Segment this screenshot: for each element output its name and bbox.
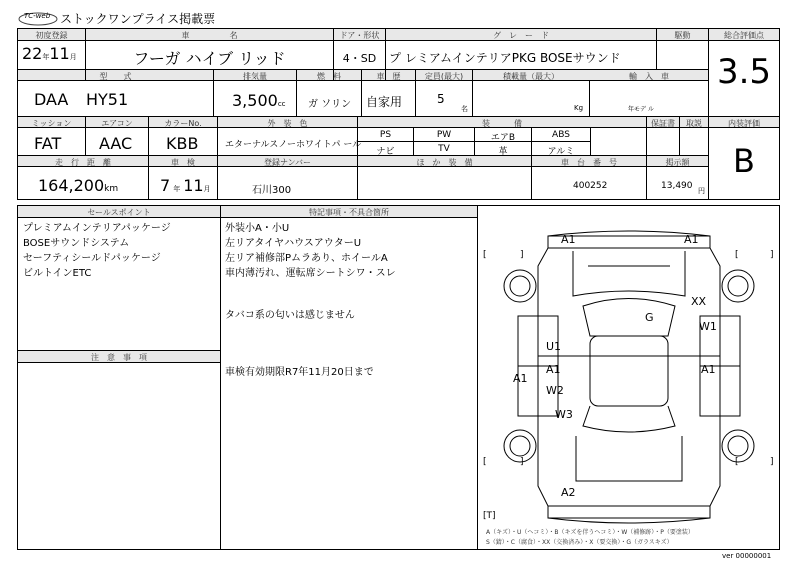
mileage	[38, 176, 118, 195]
label-notes: 注 意 事 項	[91, 353, 147, 362]
list-item: 左リアタイヤハウスアウターU	[225, 238, 362, 249]
displacement	[232, 91, 286, 110]
inspection-year-unit: 年	[173, 185, 181, 193]
history: 自家用	[366, 95, 403, 109]
equipment-abs: ABS	[552, 130, 570, 140]
special-note-inspection: 車検有効期限R7年11月20日まで	[225, 367, 374, 378]
price: 13,490	[661, 181, 693, 191]
list-item: 車内薄汚れ、運転席シートシワ・スレ	[225, 268, 396, 279]
list-item: 外装小A・小U	[225, 223, 290, 234]
label-model-name: 車 名	[181, 31, 238, 40]
first-registration	[22, 44, 77, 63]
overall-rating: 3.5	[716, 52, 772, 92]
label-history: 車 歴	[376, 72, 401, 81]
label-sales-points: セールスポイント	[87, 208, 151, 217]
capacity-unit: 名	[461, 105, 468, 113]
label-mission: ミッション	[31, 119, 72, 128]
inspection	[160, 176, 211, 195]
first-reg-month-unit: 月	[69, 53, 77, 61]
mark-front-right-bumper: A1	[684, 233, 699, 246]
plate: 石川300	[252, 185, 292, 196]
tire-label: [T]	[483, 511, 496, 521]
type-code: HY51	[86, 90, 129, 109]
label-type: 型 式	[99, 72, 132, 81]
aircon: AAC	[99, 134, 133, 153]
label-interior-rating: 内装評価	[728, 119, 760, 128]
label-equipment: 装 備	[482, 119, 522, 128]
label-import: 輸 入 車	[629, 72, 669, 81]
mark-roof: G	[645, 311, 654, 324]
label-special-notes: 特記事項・不具合箇所	[309, 208, 389, 217]
displacement-unit: cc	[277, 100, 286, 108]
label-load: 積載量（最大）	[503, 72, 559, 81]
label-overall-rating: 総合評価点	[724, 31, 764, 40]
bracket: ]	[520, 457, 524, 467]
label-manual: 取説	[686, 119, 702, 128]
color-no: KBB	[166, 134, 199, 153]
mark-left-rear-door: A1	[546, 363, 561, 376]
label-plate: 登録ナンバー	[263, 158, 312, 167]
brand-logo	[18, 11, 58, 25]
mileage-value: 164,200	[38, 176, 105, 195]
label-price: 掲示額	[665, 158, 690, 167]
first-reg-month: 11	[49, 44, 70, 63]
type-prefix: DAA	[34, 90, 69, 109]
special-notes-list	[225, 221, 396, 281]
displacement-value: 3,500	[232, 91, 278, 110]
equipment-pw: PW	[436, 130, 452, 140]
label-mileage: 走 行 距 離	[55, 158, 111, 167]
mark-left-front-door: U1	[546, 340, 562, 353]
label-grade: グ レ ー ド	[493, 31, 549, 40]
inspection-month-unit: 月	[203, 185, 211, 193]
label-exterior-color: 外 装 色	[267, 119, 308, 128]
equipment-airbag: エアB	[490, 133, 516, 143]
label-drive: 駆動	[674, 31, 691, 40]
label-color-no: カラーNo.	[164, 119, 202, 128]
exterior-color: エターナルスノーホワイトパ ール	[225, 140, 362, 150]
label-aircon: エアコン	[101, 119, 133, 128]
label-other-equipment: ほ か 装 備	[416, 158, 473, 167]
mark-left-side: A1	[513, 372, 528, 385]
inspection-year: 7	[160, 176, 171, 195]
chassis-no: 400252	[573, 181, 608, 191]
label-warranty: 保証書	[651, 119, 675, 128]
mark-front-left-bumper: A1	[561, 233, 576, 246]
legend-line-1: A（キズ）・U（ヘコミ）・B（キズを伴うヘコミ）・W（補修跡）・P（要塗装）	[486, 529, 694, 536]
bracket: ]	[770, 457, 774, 467]
equipment-alloy: アルミ	[547, 147, 575, 157]
brand-logo-text: TC-web	[24, 12, 51, 20]
model-name: フーガ ハイブ リッド	[133, 49, 286, 68]
bracket: [	[735, 457, 739, 467]
bracket: ]	[770, 250, 774, 260]
price-unit: 円	[698, 187, 705, 195]
list-item: BOSEサウンドシステム	[23, 238, 130, 249]
inspection-month: 11	[183, 176, 204, 195]
bracket: ]	[520, 250, 524, 260]
special-note-smoke: タバコ系の匂いは感じません	[225, 310, 355, 321]
list-item: 左リア補修部Pムラあり、ホイールA	[225, 253, 388, 264]
capacity: 5	[437, 92, 445, 106]
label-inspection: 車 検	[171, 158, 195, 167]
label-fuel: 燃 料	[317, 72, 341, 81]
mark-left-rear-fender: W3	[555, 408, 573, 421]
equipment-ps: PS	[379, 130, 392, 140]
bracket: [	[735, 250, 739, 260]
mark-left-rear-door-2: W2	[546, 384, 564, 397]
mark-right-front-door: W1	[699, 320, 717, 333]
mission: FAT	[34, 134, 62, 153]
interior-rating: B	[733, 142, 755, 180]
import-model-year: 年モデ ル	[628, 106, 654, 113]
page-title: ストックワンプライス掲載票	[60, 12, 216, 26]
equipment-tv: TV	[438, 144, 450, 154]
equipment-leather: 革	[498, 147, 508, 157]
label-displacement: 排気量	[243, 72, 267, 81]
list-item: セーフティシールドパッケージ	[23, 253, 161, 264]
first-reg-year-unit: 年	[42, 53, 50, 61]
list-item: ビルトインETC	[23, 268, 92, 279]
label-capacity: 定員(最大)	[424, 72, 464, 81]
list-item: プレミアムインテリアパッケージ	[23, 223, 171, 234]
first-reg-year: 22	[22, 44, 43, 63]
equipment-navi: ナビ	[376, 147, 395, 157]
legend-line-2: S（錆）・C（腐食）・XX（交換済み）・X（要交換）・G（ガラスキズ）	[486, 539, 673, 546]
label-chassis-no: 車 台 番 号	[561, 158, 617, 167]
mark-right-rear-door: A1	[701, 363, 716, 376]
bracket: [	[483, 250, 487, 260]
mark-rear-bumper: A2	[561, 486, 576, 499]
bracket: [	[483, 457, 487, 467]
label-doors-shape: ドア・形状	[339, 31, 380, 40]
label-first-registration: 初度登録	[35, 31, 68, 40]
load-unit: Kg	[574, 104, 584, 112]
grade: プ レミアムインテリアPKG BOSEサウンド	[389, 51, 621, 65]
version-label: ver 00000001	[722, 552, 772, 560]
mark-right-front-fender: XX	[691, 295, 707, 308]
fuel: ガ ソリン	[308, 99, 352, 110]
sales-points-list	[23, 221, 171, 281]
mileage-unit: km	[104, 184, 119, 194]
doors-shape: 4・SD	[342, 52, 377, 65]
